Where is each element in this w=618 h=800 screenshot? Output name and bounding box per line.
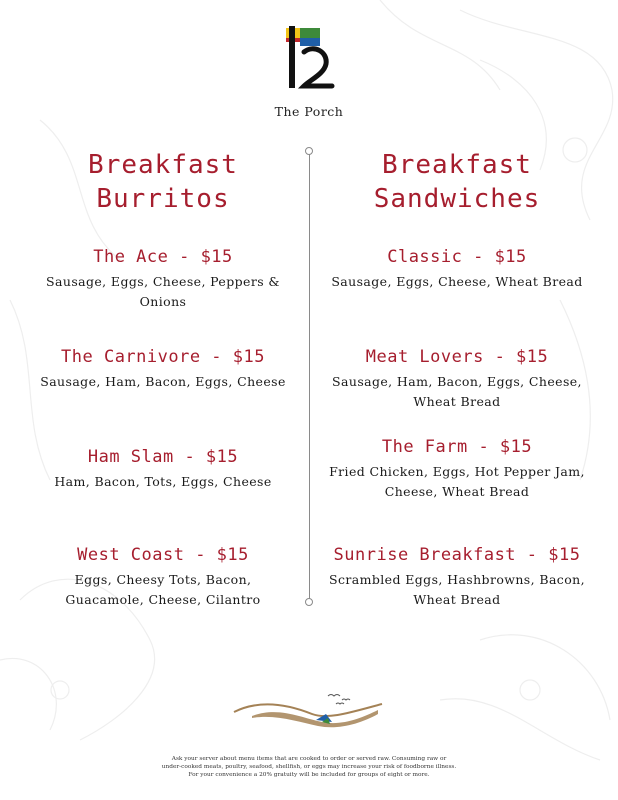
brand-name: The Porch: [274, 104, 344, 119]
item-name: The Ace - $15: [93, 247, 233, 267]
item-description: Sausage, Eggs, Cheese, Peppers & Onions: [46, 274, 280, 309]
item-name: West Coast - $15: [77, 545, 249, 565]
item-name: Classic - $15: [387, 247, 527, 267]
item-description: Fried Chicken, Eggs, Hot Pepper Jam, Cheese, Wheat Bread: [329, 464, 585, 499]
sandwiches-heading-line1: Breakfast: [382, 150, 532, 180]
item-description: Scrambled Eggs, Hashbrowns, Bacon, Wheat Bread: [329, 572, 585, 607]
item-description: Ham, Bacon, Tots, Eggs, Cheese: [54, 474, 272, 489]
menu-item: [23, 346, 303, 392]
menu-item: [317, 436, 597, 502]
burritos-heading: [23, 148, 303, 216]
item-description: Eggs, Cheesy Tots, Bacon, Guacamole, Cheese, Cilantro: [65, 572, 261, 607]
sandwiches-heading: [317, 148, 597, 216]
menu-item: [317, 346, 597, 412]
item-name: Meat Lovers - $15: [365, 347, 549, 367]
landscape-birds-icon: [232, 690, 384, 730]
sandwiches-heading-line2: Sandwiches: [373, 184, 541, 214]
menu-item: [23, 544, 303, 610]
menu-item: [23, 446, 303, 492]
item-name: The Carnivore - $15: [61, 347, 265, 367]
divider-bottom-dot: [305, 598, 313, 606]
item-description: Sausage, Ham, Bacon, Eggs, Cheese: [40, 374, 286, 389]
disclaimer-line: For your convenience a 20% gratuity will be included for groups of eight or more.: [188, 772, 430, 778]
item-name: The Farm - $15: [381, 437, 533, 457]
menu-item: [317, 246, 597, 292]
item-description: Sausage, Eggs, Cheese, Wheat Bread: [331, 274, 583, 289]
item-description: Sausage, Ham, Bacon, Eggs, Cheese, Wheat Bread: [332, 374, 582, 409]
column-divider: [309, 152, 310, 600]
disclaimer-line: under-cooked meats, poultry, seafood, shellfish, or eggs may increase your risk of foodborne illness.: [161, 764, 457, 770]
allergy-disclaimer: [120, 755, 498, 779]
burritos-heading-line2: Burritos: [96, 184, 230, 214]
burritos-heading-line1: Breakfast: [88, 150, 238, 180]
item-name: Sunrise Breakfast - $15: [333, 545, 581, 565]
menu-item: [317, 544, 597, 610]
item-name: Ham Slam - $15: [87, 447, 239, 467]
porch-logo: [270, 22, 348, 92]
disclaimer-line: Ask your server about menu items that are cooked to order or served raw. Consuming raw or: [171, 756, 447, 762]
menu-item: [23, 246, 303, 312]
divider-top-dot: [305, 147, 313, 155]
